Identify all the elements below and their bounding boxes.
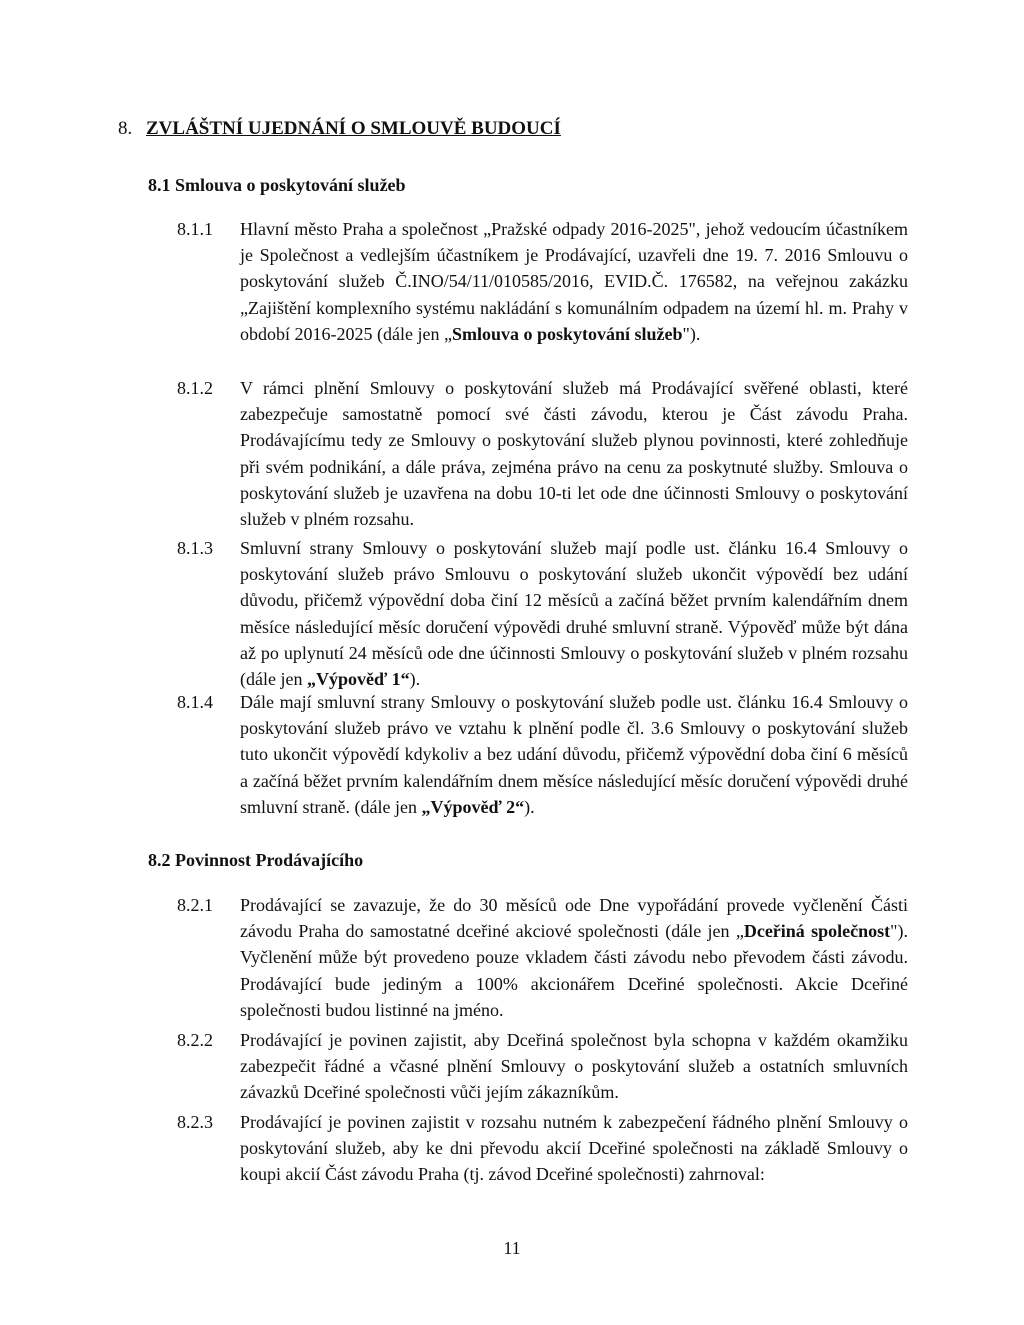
clause-text: Dále mají smluvní strany Smlouvy o poskytování služeb podle ust. článku 16.4 Smlouvy o poskytování služeb právo ve vztahu k plnění podle čl. 3.6 Smlouvy o poskytování služeb tuto ukončit výpovědí kdykoliv a bez udání důvodu, přičemž výpovědní doba činí 6 měsíců a začíná běžet prvním kalendářním dnem měsíce následující měsíc doručení výpovědi druhé smluvní straně. (dále jen „Výpověď 2“). xyxy=(240,692,908,817)
subsection-heading-8-1: 8.1 Smlouva o poskytování služeb xyxy=(148,175,406,195)
clause-text: Hlavní město Praha a společnost „Pražské odpady 2016-2025", jehož vedoucím účastníkem je Společnost a vedlejším účastníkem je Prodávající, uzavřeli dne 19. 7. 2016 Smlouvu o poskytování služeb Č.INO/54/11/010585/2016, EVID.Č. 176582, na veřejnou zakázku „Zajištění komplexního systému nakládání s komunálním odpadem na území hl. m. Prahy v období 2016-2025 (dále jen „Smlouva o poskytování služeb"). xyxy=(240,219,908,344)
defined-term: „Výpověď 1“ xyxy=(306,669,410,690)
clause-text: V rámci plnění Smlouvy o poskytování služeb má Prodávající svěřené oblasti, které zabezpečuje samostatně pomocí své části závodu, kterou je Část závodu Praha. Prodávajícímu tedy ze Smlouvy o poskytování služeb plynou povinnosti, které zohledňuje při svém podnikání, a dále práva, zejména právo na cenu za poskytnuté služby. Smlouva o poskytování služeb je uzavřena na dobu 10-ti let ode dne účinnosti Smlouvy o poskytování služeb v plném rozsahu. xyxy=(240,378,908,530)
defined-term: Dceřiná společnost xyxy=(743,921,891,942)
section-title: ZVLÁŠTNÍ UJEDNÁNÍ O SMLOUVĚ BUDOUCÍ xyxy=(146,118,561,139)
clause-number: 8.1.1 xyxy=(177,219,213,239)
defined-term: Smlouva o poskytování služeb xyxy=(451,323,683,344)
page-number: 11 xyxy=(503,1238,521,1258)
subsection-heading-8-2: 8.2 Povinnost Prodávajícího xyxy=(148,850,364,870)
clause-number: 8.1.4 xyxy=(177,692,213,712)
clause-text: Smluvní strany Smlouvy o poskytování služeb mají podle ust. článku 16.4 Smlouvy o poskytování služeb právo Smlouvu o poskytování služeb ukončit výpovědí bez udání důvodu, přičemž výpovědní doba činí 12 měsíců a začíná běžet prvním kalendářním dnem měsíce následující měsíc doručení výpovědi druhé smluvní straně. Výpověď může být dána až po uplynutí 24 měsíců ode dne účinnosti Smlouvy o poskytování služeb v plném rozsahu (dále jen „Výpověď 1“). xyxy=(240,538,908,690)
clause-number: 8.1.3 xyxy=(177,538,213,558)
clause-number: 8.2.1 xyxy=(177,895,213,915)
clause-text: Prodávající je povinen zajistit, aby Dceřiná společnost byla schopna v každém okamžiku zabezpečit řádné a včasné plnění Smlouvy o poskytování služeb a ostatních smluvních závazků Dceřiné společnosti vůči jejím zákazníkům. xyxy=(240,1030,908,1103)
clause-text: Prodávající se zavazuje, že do 30 měsíců ode Dne vypořádání provede vyčlenění Části závodu Praha do samostatné dceřiné akciové společnosti (dále jen „Dceřiná společnost"). Vyčlenění může být provedeno pouze vkladem části závodu nebo převodem části závodu. Prodávající bude jediným a 100% akcionářem Dceřiné společnosti. Akcie Dceřiné společnosti budou listinné na jméno. xyxy=(240,895,908,1020)
clause-number: 8.2.3 xyxy=(177,1112,213,1132)
clause-number: 8.2.2 xyxy=(177,1030,213,1050)
clause-number: 8.1.2 xyxy=(177,378,213,398)
defined-term: „Výpověď 2“ xyxy=(421,796,525,817)
section-heading xyxy=(118,116,561,142)
section-number: 8. xyxy=(118,118,133,139)
clause-text: Prodávající je povinen zajistit v rozsahu nutném k zabezpečení řádného plnění Smlouvy o poskytování služeb, aby ke dni převodu akcií Dceřiné společnosti na základě Smlouvy o koupi akcií Část závodu Praha (tj. závod Dceřiné společnosti) zahrnoval: xyxy=(240,1112,908,1185)
